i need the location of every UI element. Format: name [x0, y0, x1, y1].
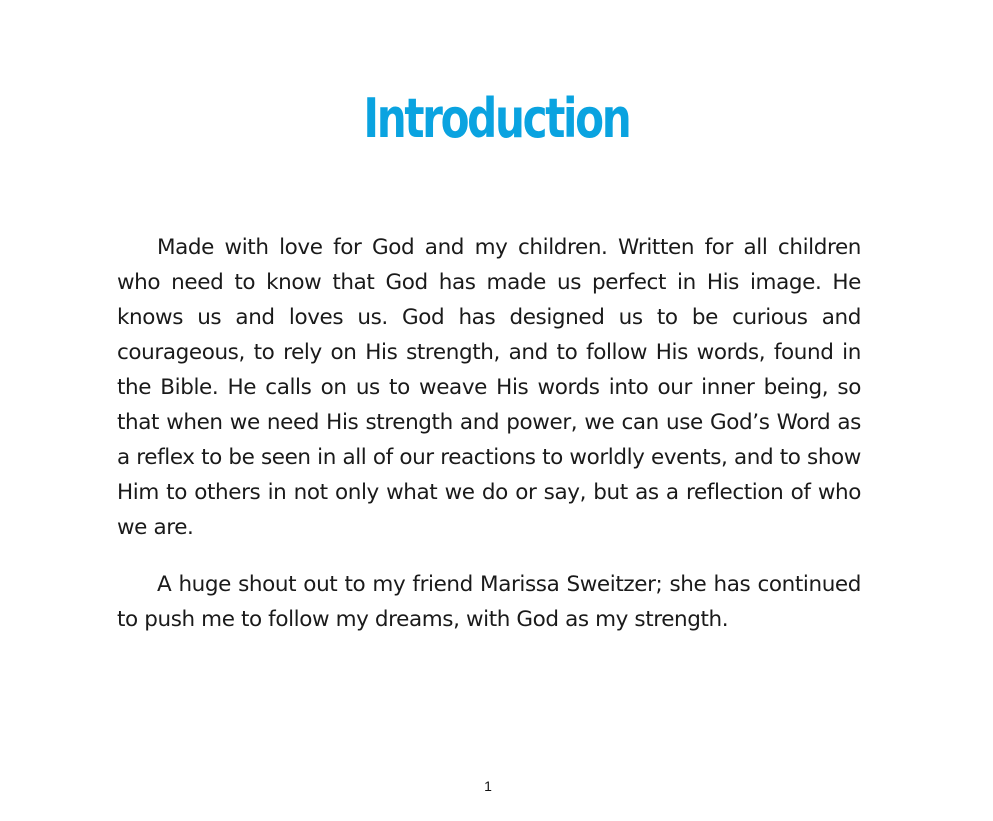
- page-title: Introduction: [363, 87, 630, 150]
- paragraph-intro: Made with love for God and my children. Written for all children who need to know that God has made us perfect in His image. He knows us and loves us. God has designed us to be curious and courageous, to rely on His strength, and to follow His words, found in the Bible. He calls on us to weave His words into our inner being, so that when we need His strength and power, we can use God’s Word as a reflex to be seen in all of our reactions to worldly events, and to show Him to others in not only what we do or say, but as a reflection of who we are.: [117, 235, 861, 540]
- body-text: [117, 230, 861, 659]
- page-number: 1: [484, 778, 492, 794]
- paragraph-acknowledgement: A huge shout out to my friend Marissa Sweitzer; she has continued to push me to follow my dreams, with God as my strength.: [117, 572, 861, 632]
